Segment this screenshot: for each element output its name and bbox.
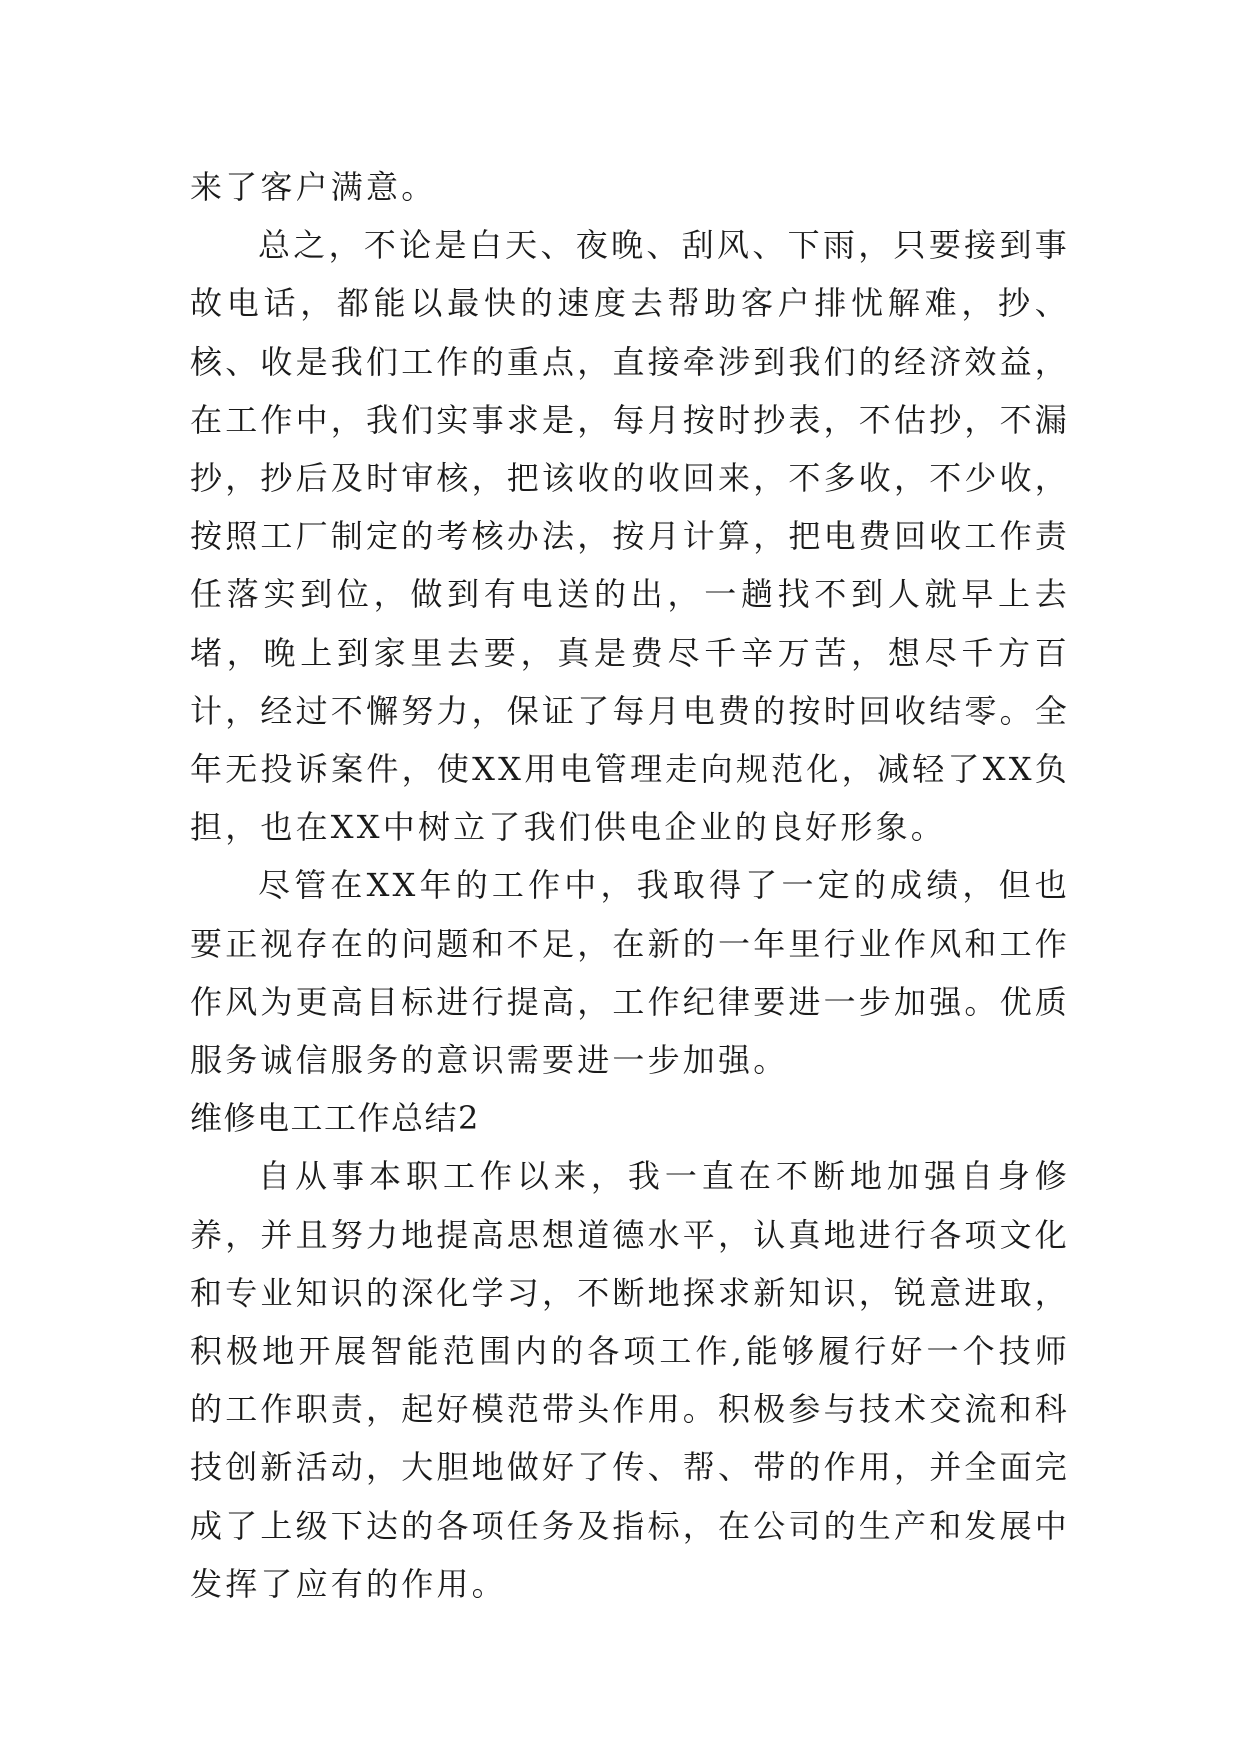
paragraph-section-2: 自从事本职工作以来，我一直在不断地加强自身修养，并且努力地提高思想道德水平，认真地进行各项文化和专业知识的深化学习，不断地探求新知识，锐意进取，积极地开展智能范围内的各项工作,能够履行好一个技师的工作职责，起好模范带头作用。积极参与技术交流和科技创新活动，大胆地做好了传、帮、带的作用，并全面完成了上级下达的各项任务及指标，在公司的生产和发展中发挥了应有的作用。 [190,1157,1071,1603]
paragraph-summary: 总之，不论是白天、夜晚、刮风、下雨，只要接到事故电话，都能以最快的速度去帮助客户排忧解难，抄、核、收是我们工作的重点，直接牵涉到我们的经济效益，在工作中，我们实事求是，每月按时抄表，不估抄，不漏抄，抄后及时审核，把该收的收回来，不多收，不少收，按照工厂制定的考核办法，按月计算，把电费回收工作责任落实到位，做到有电送的出，一趟找不到人就早上去堵，晚上到家里去要，真是费尽千辛万苦，想尽千方百计，经过不懈努力，保证了每月电费的按时回收结零。全年无投诉案件，使XX用电管理走向规范化，减轻了XX负担，也在XX中树立了我们供电企业的良好形象。 [190,226,1071,847]
paragraph-shortcomings: 尽管在XX年的工作中，我取得了一定的成绩，但也要正视存在的问题和不足，在新的一年里行业作风和工作作风为更高目标进行提高，工作纪律要进一步加强。优质服务诚信服务的意识需要进一步加强。 [190,866,1071,1080]
section-title: 维修电工工作总结2 [190,1099,480,1138]
document-body [190,158,1070,1613]
paragraph-continuation: 来了客户满意。 [190,168,437,206]
